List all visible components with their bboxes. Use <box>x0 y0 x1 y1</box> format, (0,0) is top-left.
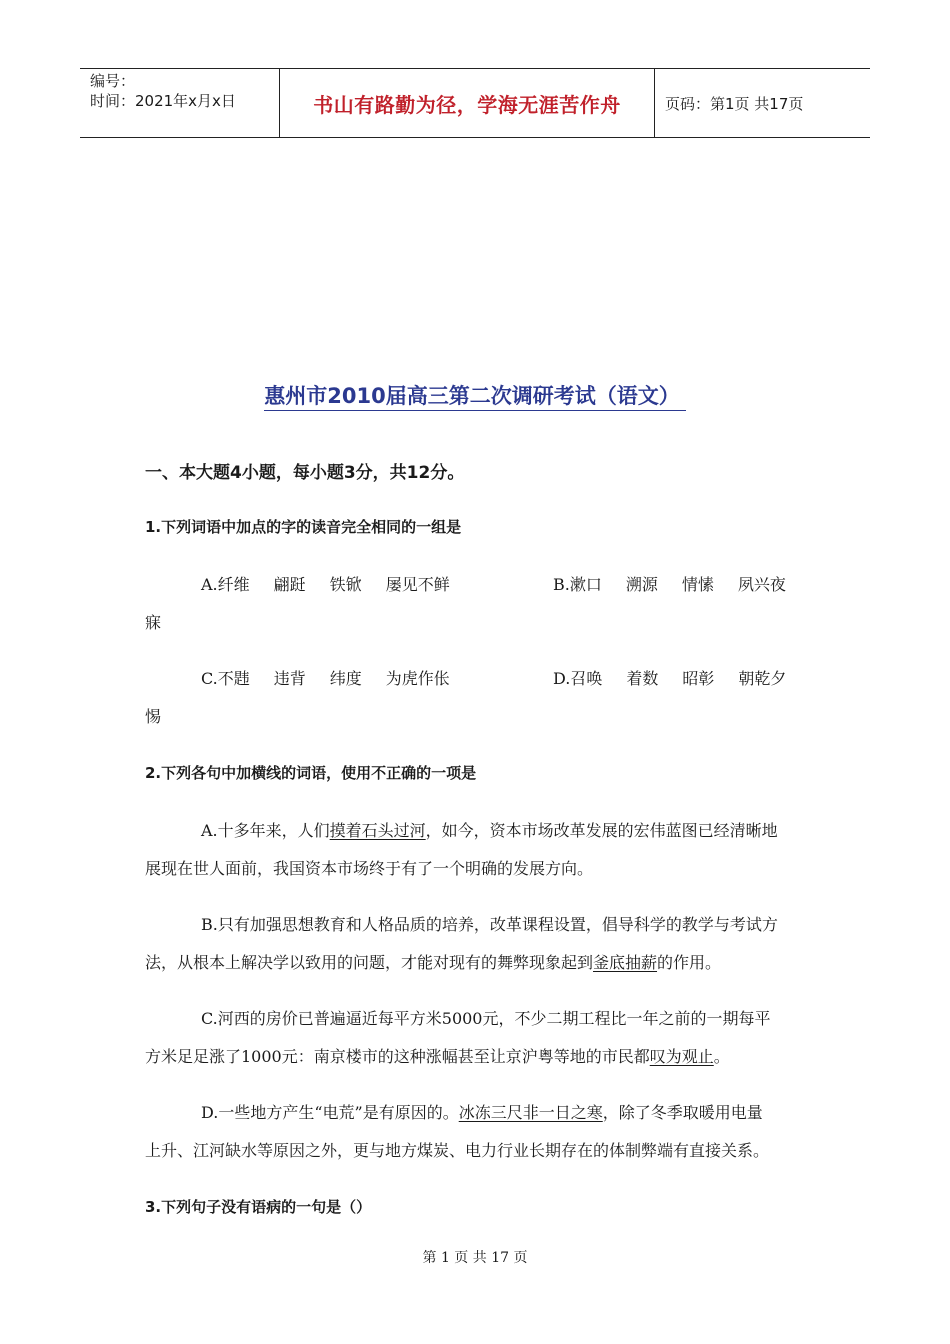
underlined-term: 冰冻三尺非一日之寒 <box>458 1103 603 1122</box>
q1-option-d: D.召唤 着数 昭彰 朝乾夕 <box>553 669 787 688</box>
page-footer: 第 1 页 共 17 页 <box>422 1250 528 1266</box>
header-page-info: 页码：第1页 共17页 <box>665 94 804 113</box>
q1-option-b-tail: 寐 <box>145 613 162 632</box>
question-2-stem: 2.下列各句中加横线的词语，使用不正确的一项是 <box>145 764 477 782</box>
q2-option-b-line1: B.只有加强思想教育和人格品质的培养，改革课程设置，倡导科学的教学与考试方 <box>201 915 778 934</box>
underlined-term: 釜底抽薪 <box>593 953 658 972</box>
header-meta <box>80 69 280 137</box>
q1-option-b: B.漱口 溯源 情愫 夙兴夜 <box>553 575 786 594</box>
document-title: 惠州市2010届高三第二次调研考试（语文） <box>0 380 950 410</box>
header-motto: 书山有路勤为径，学海无涯苦作舟 <box>280 69 655 137</box>
number-label: 编号： <box>90 72 136 90</box>
q2-option-b-line2: 法，从根本上解决学以致用的问题，才能对现有的舞弊现象起到釜底抽薪的作用。 <box>145 953 722 972</box>
q2-option-a-line2: 展现在世人面前，我国资本市场终于有了一个明确的发展方向。 <box>145 859 594 878</box>
q1-option-c: C.不韪 违背 纬度 为虎作伥 <box>201 669 450 688</box>
q1-option-d-tail: 惕 <box>145 707 162 726</box>
underlined-term: 叹为观止 <box>649 1047 714 1066</box>
question-1-stem: 1.下列词语中加点的字的读音完全相同的一组是 <box>145 518 462 536</box>
q2-option-d-line1: D.一些地方产生“电荒”是有原因的。冰冻三尺非一日之寒，除了冬季取暖用电量 <box>201 1103 763 1122</box>
underlined-term: 摸着石头过河 <box>329 821 426 840</box>
question-3-stem: 3.下列句子没有语病的一句是（） <box>145 1198 372 1216</box>
time-label: 时间：2021年x月x日 <box>90 92 236 110</box>
page-header <box>80 68 870 138</box>
q2-option-a-line1: A.十多年来，人们摸着石头过河，如今，资本市场改革发展的宏伟蓝图已经清晰地 <box>201 821 778 840</box>
q2-option-c-line1: C.河西的房价已普遍逼近每平方米5000元，不少二期工程比一年之前的一期每平 <box>201 1009 771 1028</box>
section-heading: 一、本大题4小题，每小题3分，共12分。 <box>145 463 465 483</box>
q1-option-a: A.纤维 翩跹 铁锨 屡见不鲜 <box>201 575 450 594</box>
q2-option-c-line2: 方米足足涨了1000元：南京楼市的这种涨幅甚至让京沪粤等地的市民都叹为观止。 <box>145 1047 730 1066</box>
q2-option-d-line2: 上升、江河缺水等原因之外，更与地方煤炭、电力行业长期存在的体制弊端有直接关系。 <box>145 1141 770 1160</box>
